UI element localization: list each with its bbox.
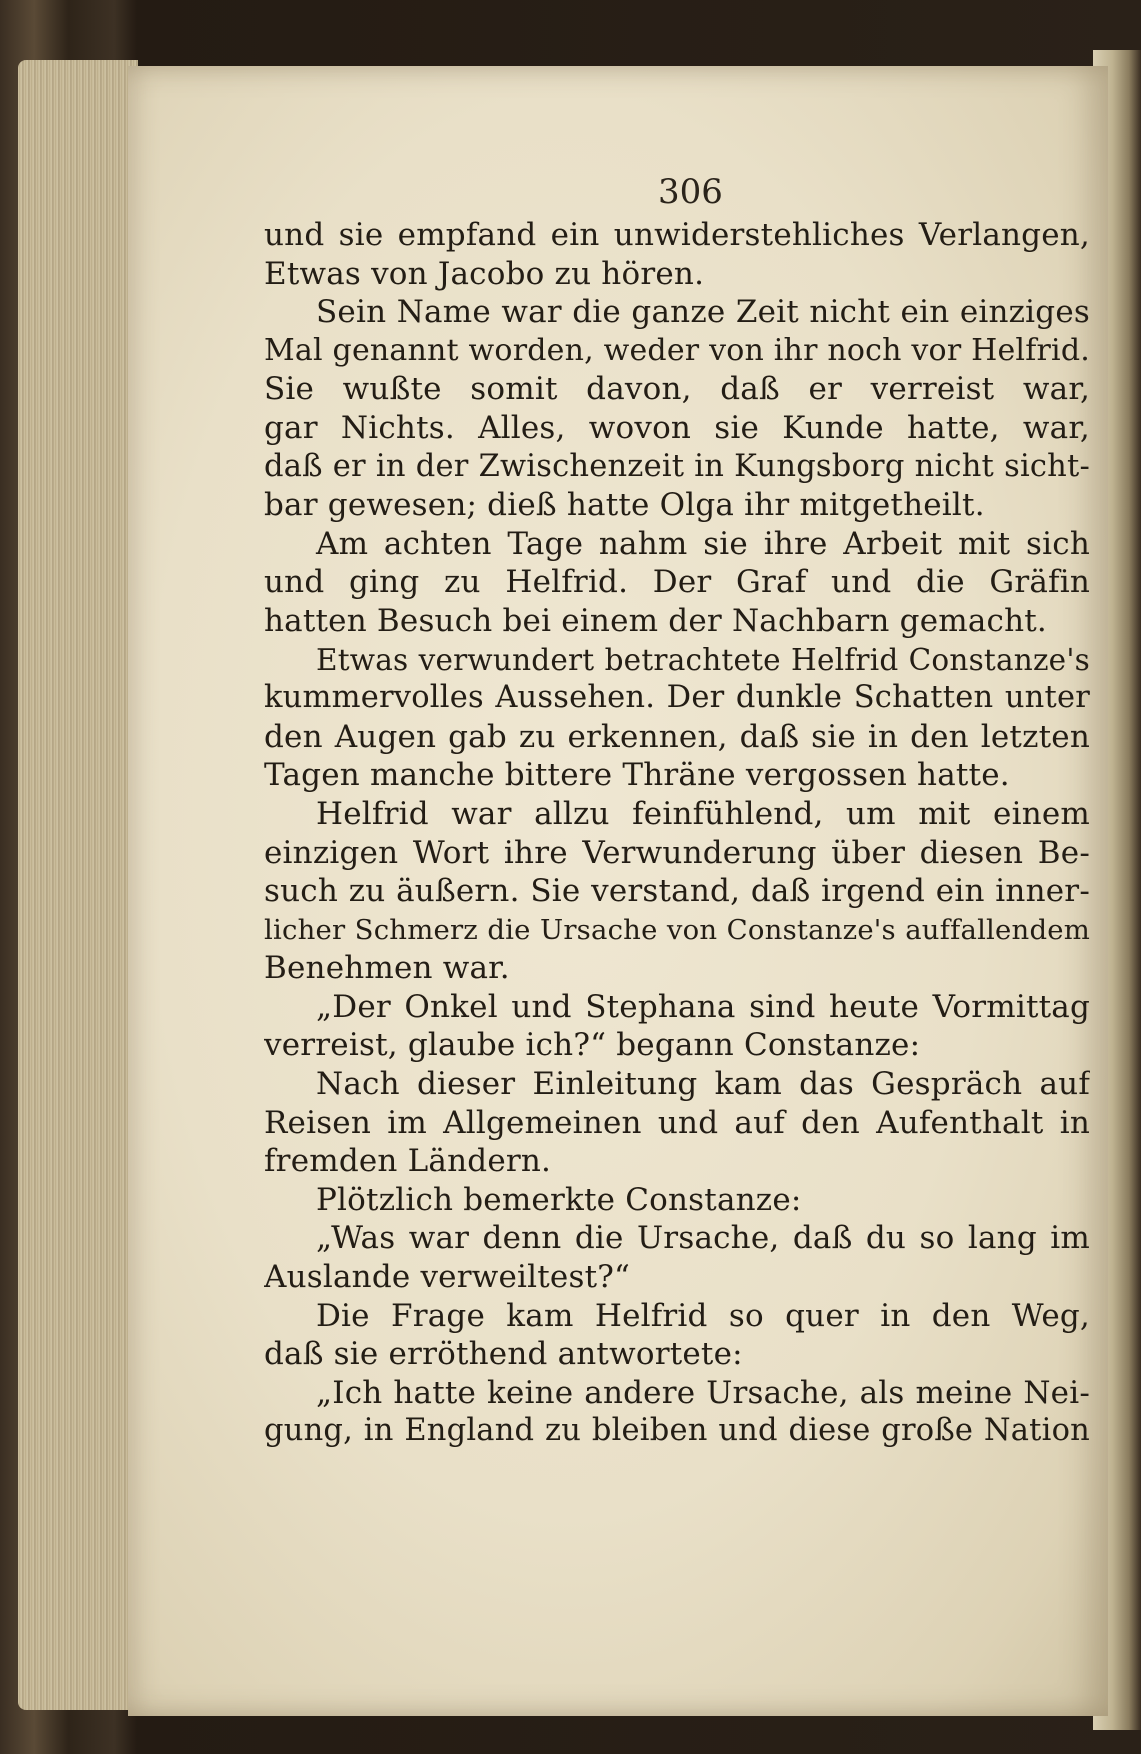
text-line: hatten Besuch bei einem der Nachbarn gemacht. (264, 602, 1047, 639)
text-line: Die Frage kam Helfrid so quer in den Weg, (316, 1297, 1090, 1334)
text-line: Am achten Tage nahm sie ihre Arbeit mit sich (316, 525, 1090, 562)
text-line: Benehmen war. (264, 950, 510, 987)
text-line: verreist, glaube ich?“ begann Constanze: (264, 1027, 921, 1064)
text-line: daß er in der Zwischenzeit in Kungsborg nicht sicht- (264, 448, 1090, 484)
text-line: Etwas verwundert betrachtete Helfrid Constanze's (316, 642, 1090, 677)
text-line: Auslande verweiltest?“ (264, 1259, 631, 1296)
text-line: „Ich hatte keine andere Ursache, als meine Nei- (316, 1374, 1090, 1411)
text-line: und ging zu Helfrid. Der Graf und die Gräfin (264, 564, 1090, 601)
body-text (264, 216, 1090, 1451)
text-line: bar gewesen; dieß hatte Olga ihr mitgetheilt. (264, 487, 985, 524)
text-line: fremden Ländern. (264, 1143, 552, 1180)
text-line: „Was war denn die Ursache, daß du so lang im (316, 1220, 1090, 1257)
text-line: licher Schmerz die Ursache von Constanze's auffallendem (264, 913, 1090, 946)
text-line: Nach dieser Einleitung kam das Gespräch auf (316, 1066, 1090, 1103)
text-line: Sie wußte somit davon, daß er verreist war, (264, 371, 1090, 408)
text-line: such zu äußern. Sie verstand, daß irgend ein inner- (264, 873, 1090, 910)
text-line: Sein Name war die ganze Zeit nicht ein einziges (316, 294, 1090, 331)
text-line: und sie empfand ein unwiderstehliches Verlangen, (264, 217, 1090, 253)
text-line: einzigen Wort ihre Verwunderung über diesen Be- (264, 834, 1090, 871)
book-page (128, 66, 1108, 1716)
text-line: Tagen manche bittere Thräne vergossen hatte. (264, 757, 1010, 794)
text-line: Etwas von Jacobo zu hören. (264, 255, 705, 292)
text-line: gar Nichts. Alles, wovon sie Kunde hatte, war, (264, 409, 1090, 446)
text-line: Reisen im Allgemeinen und auf den Aufenthalt in (264, 1104, 1090, 1141)
text-line: daß sie erröthend antwortete: (264, 1336, 743, 1373)
text-line: Mal genannt worden, weder von ihr noch vor Helfrid. (264, 332, 1090, 368)
text-line: „Der Onkel und Stephana sind heute Vormittag (316, 988, 1090, 1025)
text-line: gung, in England zu bleiben und diese große Nation (264, 1413, 1090, 1449)
page-number: 306 (658, 172, 723, 212)
text-line: Helfrid war allzu feinfühlend, um mit einem (316, 795, 1090, 832)
text-line: den Augen gab zu erkennen, daß sie in den letzten (264, 718, 1090, 755)
text-line: Plötzlich bemerkte Constanze: (316, 1181, 802, 1218)
page-edges (18, 60, 138, 1710)
text-line: kummervolles Aussehen. Der dunkle Schatten unter (264, 680, 1090, 716)
